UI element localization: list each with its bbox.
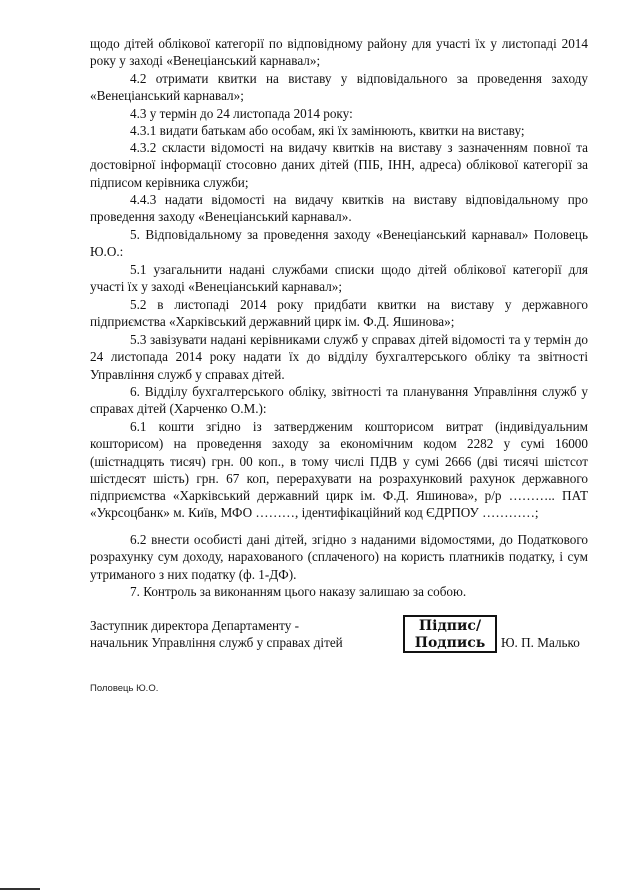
signature-stamp	[403, 615, 497, 653]
paragraph-5-1: 5.1 узагальнити надані службами списки щодо дітей облікової категорії для участі їх у заході «Венеціанський карнавал»;	[90, 262, 588, 295]
stamp-line1: Підпис/	[418, 618, 482, 634]
paragraph-5-2: 5.2 в листопаді 2014 року придбати квитки на виставу у державного підприємства «Харківський державний цирк ім. Ф.Д. Яшинова»;	[90, 297, 588, 330]
paragraph-6: 6. Відділу бухгалтерського обліку, звітності та планування Управління служб у справах дітей (Харченко О.М.):	[90, 384, 588, 417]
paragraph-6-2: 6.2 внести особисті дані дітей, згідно з наданими відомостями, до Податкового розрахунку сум доходу, нарахованого (сплаченого) на користь платників податку, і сум утриманого з них податку (ф. 1-ДФ).	[90, 532, 588, 582]
paragraph-6-1: 6.1 кошти згідно із затвердженим кошторисом витрат (індивідуальним кошторисом) на проведення заходу за економічним кодом 2282 у сумі 16000 (шістнадцять тисяч) грн. 00 коп., в тому числі ПДВ у сумі 2666 (дві тисячі шістсот шістдесят шість) грн. 67 коп, перерахувати на розрахунковий рахунок державного підприємства «Харківський державний цирк ім. Ф.Д. Яшинова», р/р ……….. ПАТ «Укрсоцбанк» м. Київ, МФО ………, ідентифікаційний код ЄДРПОУ …………;	[90, 419, 588, 521]
signatory-position-line2: начальник Управління служб у справах дітей	[90, 635, 343, 650]
signer-name: Ю. П. Малько	[501, 635, 580, 650]
paragraph-5: 5. Відповідальному за проведення заходу «Венеціанський карнавал» Половець Ю.О.:	[90, 227, 588, 260]
paragraph-4-3-1: 4.3.1 видати батькам або особам, які їх замінюють, квитки на виставу;	[130, 123, 525, 138]
paragraph-4-4-3: 4.4.3 надати відомості на видачу квитків на виставу відповідальному про проведення заходу «Венеціанський карнавал».	[90, 192, 588, 225]
signatory-position-line1: Заступник директора Департаменту -	[90, 618, 299, 633]
page-edge-mark	[0, 888, 40, 890]
paragraph-7: 7. Контроль за виконанням цього наказу залишаю за собою.	[130, 584, 467, 599]
paragraph-4-2: 4.2 отримати квитки на виставу у відповідального за проведення заходу «Венеціанський карнавал»;	[90, 71, 588, 104]
paragraph-intro-continuation: щодо дітей облікової категорії по відповідному району для участі їх у листопаді 2014 року у заході «Венеціанський карнавал»;	[90, 36, 588, 69]
executor-name: Половець Ю.О.	[90, 683, 159, 694]
stamp-line2: Подпись	[414, 635, 486, 651]
paragraph-5-3: 5.3 завізувати надані керівниками служб у справах дітей відомості та у термін до 24 листопада 2014 року надати їх до відділу бухгалтерського обліку та звітності Управління служб у справах дітей.	[90, 332, 588, 382]
paragraph-4-3: 4.3 у термін до 24 листопада 2014 року:	[130, 106, 353, 121]
paragraph-4-3-2: 4.3.2 скласти відомості на видачу квитків на виставу з зазначенням повної та достовірної інформації стосовно даних дітей (ПІБ, ІНН, адреса) облікової категорії за підписом керівника служби;	[90, 140, 588, 190]
signatory-position	[90, 617, 400, 651]
